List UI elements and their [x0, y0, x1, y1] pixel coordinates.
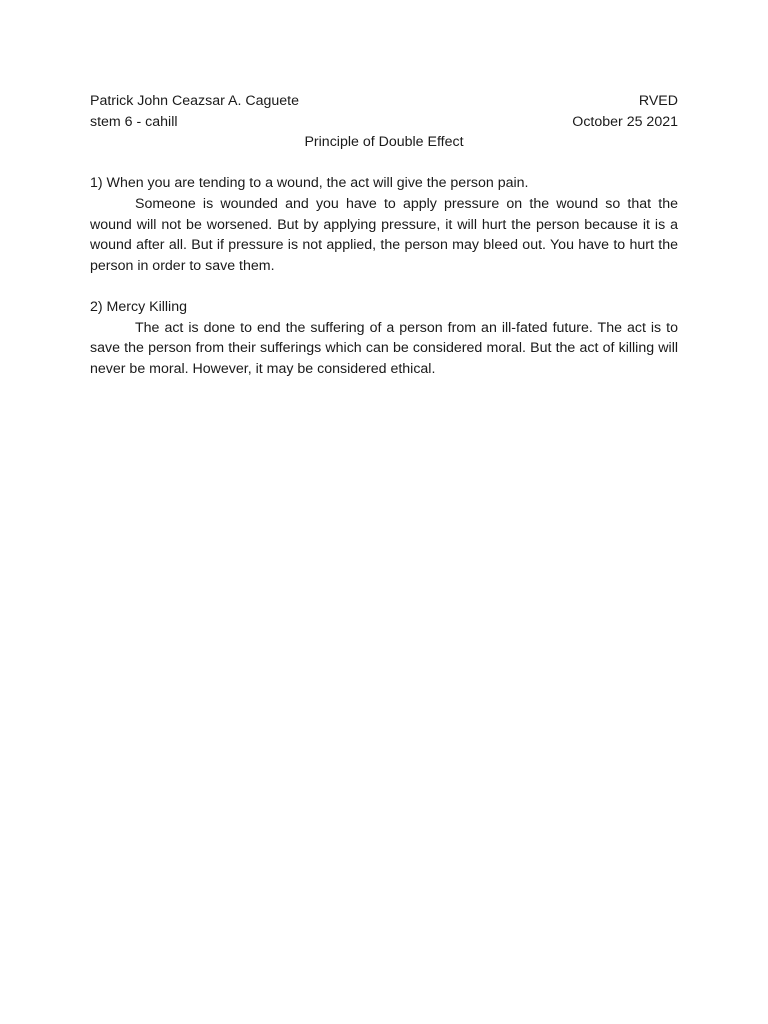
- header-row-1: [90, 91, 678, 112]
- author-name: Patrick John Ceazsar A. Caguete: [90, 93, 299, 109]
- class-section: stem 6 - cahill: [90, 113, 178, 130]
- item-2-body: The act is done to end the suffering of a person from an ill-fated future. The act is to save the person from their sufferings which can be considered moral. But the act of killing will never be moral. However, it may be considered ethical.: [90, 319, 678, 377]
- document-page: [90, 91, 678, 379]
- subject-code: RVED: [638, 93, 678, 109]
- item-1-body: Someone is wounded and you have to apply pressure on the wound so that the wound will not be worsened. But by applying pressure, it will hurt the person because it is a wound after all. But if pressure is not applied, the person may bleed out. You have to hurt the person in order to save them.: [90, 195, 678, 274]
- item-2-heading: 2) Mercy Killing: [90, 298, 187, 315]
- spacer: [90, 276, 678, 297]
- header-row-2: [90, 112, 678, 133]
- item-1-heading: 1) When you are tending to a wound, the act will give the person pain.: [90, 175, 529, 192]
- document-title: Principle of Double Effect: [304, 134, 464, 151]
- spacer: [90, 153, 678, 174]
- document-date: October 25 2021: [572, 113, 678, 130]
